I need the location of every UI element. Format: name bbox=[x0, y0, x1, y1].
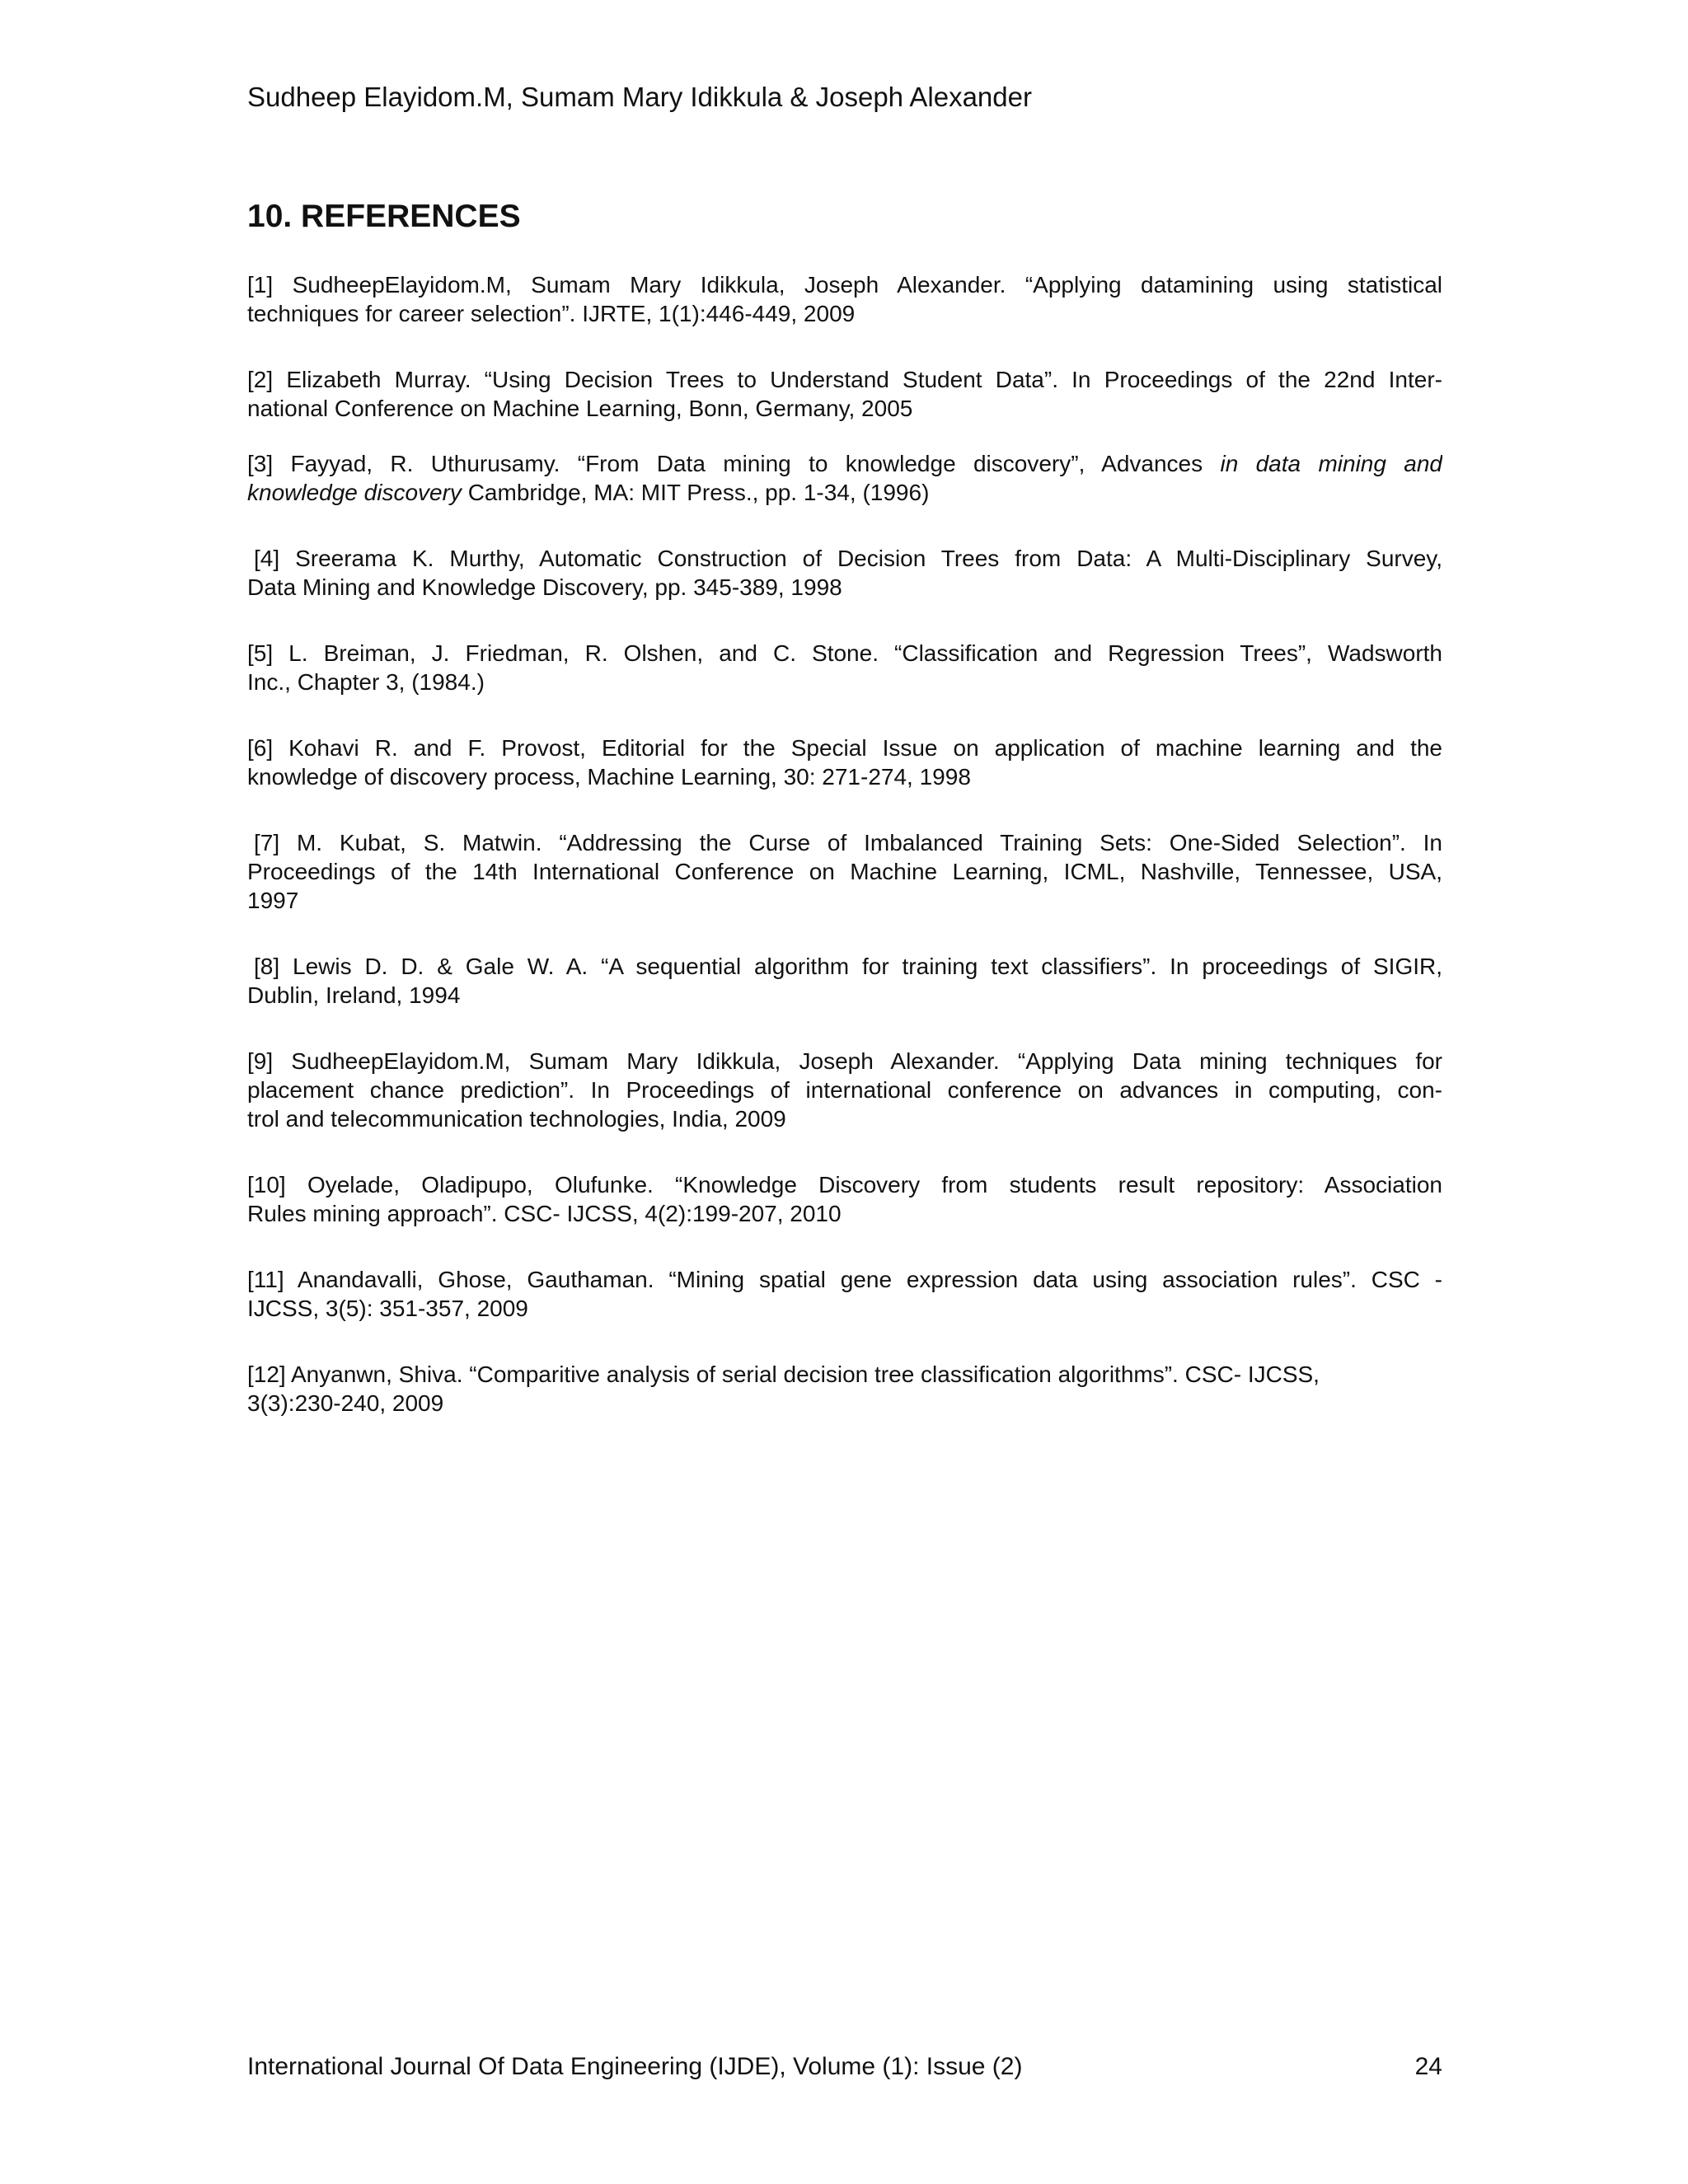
reference-item-4 bbox=[247, 544, 1442, 602]
reference-line: Inc., Chapter 3, (1984.) bbox=[247, 669, 485, 695]
reference-line: Proceedings of the 14th International Conference on Machine Learning, ICML, Nashville, Tennessee, USA, bbox=[247, 859, 1442, 884]
reference-item-2 bbox=[247, 365, 1442, 423]
reference-line: 1997 bbox=[247, 888, 299, 913]
footer-journal-name: International Journal Of Data Engineering (IJDE), Volume (1): Issue (2) bbox=[247, 2053, 1023, 2080]
reference-item-8 bbox=[247, 952, 1442, 1010]
reference-item-3 bbox=[247, 449, 1442, 507]
reference-italic-text: in data mining and bbox=[1220, 451, 1442, 476]
reference-text: Cambridge, MA: MIT Press., pp. 1-34, (1996) bbox=[461, 480, 930, 505]
reference-line: [6] Kohavi R. and F. Provost, Editorial for the Special Issue on application of machine learning and the bbox=[247, 735, 1442, 761]
reference-item-9 bbox=[247, 1047, 1442, 1133]
reference-line: IJCSS, 3(5): 351-357, 2009 bbox=[247, 1296, 528, 1321]
reference-line: [1] SudheepElayidom.M, Sumam Mary Idikkula, Joseph Alexander. “Applying datamining using statistical bbox=[247, 272, 1442, 298]
reference-line: techniques for career selection”. IJRTE, 1(1):446-449, 2009 bbox=[247, 301, 856, 326]
reference-item-6 bbox=[247, 733, 1442, 791]
reference-line: [10] Oyelade, Oladipupo, Olufunke. “Knowledge Discovery from students result repository: Association bbox=[247, 1172, 1442, 1197]
reference-line: Rules mining approach”. CSC- IJCSS, 4(2):199-207, 2010 bbox=[247, 1201, 842, 1226]
reference-italic-text: knowledge discovery bbox=[247, 480, 462, 505]
section-title: 10. REFERENCES bbox=[247, 199, 521, 234]
reference-line bbox=[247, 449, 1442, 478]
reference-line: placement chance prediction”. In Proceedings of international conference on advances in computing, con- bbox=[247, 1077, 1442, 1103]
reference-line: national Conference on Machine Learning, Bonn, Germany, 2005 bbox=[247, 396, 913, 421]
page-number: 24 bbox=[1414, 2053, 1442, 2080]
reference-item-11 bbox=[247, 1265, 1442, 1323]
reference-line: Data Mining and Knowledge Discovery, pp. 345-389, 1998 bbox=[247, 574, 842, 600]
reference-item-5 bbox=[247, 639, 1442, 696]
reference-item-1 bbox=[247, 270, 1442, 328]
running-header: Sudheep Elayidom.M, Sumam Mary Idikkula & Joseph Alexander bbox=[247, 82, 1032, 112]
reference-line: [2] Elizabeth Murray. “Using Decision Trees to Understand Student Data”. In Proceedings of the 22nd Inter- bbox=[247, 367, 1442, 392]
reference-line: Dublin, Ireland, 1994 bbox=[247, 982, 461, 1008]
reference-line bbox=[247, 478, 1442, 507]
reference-line: [8] Lewis D. D. & Gale W. A. “A sequential algorithm for training text classifiers”. In proceedings of SIGIR, bbox=[254, 954, 1442, 979]
reference-line: trol and telecommunication technologies, India, 2009 bbox=[247, 1106, 786, 1132]
reference-item-12 bbox=[247, 1360, 1442, 1418]
reference-line: [11] Anandavalli, Ghose, Gauthaman. “Mining spatial gene expression data using association rules”. CSC - bbox=[247, 1267, 1442, 1292]
reference-line: [9] SudheepElayidom.M, Sumam Mary Idikkula, Joseph Alexander. “Applying Data mining techniques for bbox=[247, 1048, 1442, 1074]
reference-item-10 bbox=[247, 1170, 1442, 1228]
reference-line: [12] Anyanwn, Shiva. “Comparitive analysis of serial decision tree classification algorithms”. CSC- IJCSS, bbox=[247, 1361, 1320, 1387]
reference-line: knowledge of discovery process, Machine Learning, 30: 271-274, 1998 bbox=[247, 764, 971, 790]
reference-line: [5] L. Breiman, J. Friedman, R. Olshen, and C. Stone. “Classification and Regression Trees”, Wadsworth bbox=[247, 640, 1442, 666]
reference-item-7 bbox=[247, 828, 1442, 915]
reference-line: 3(3):230-240, 2009 bbox=[247, 1390, 444, 1416]
reference-line: [4] Sreerama K. Murthy, Automatic Construction of Decision Trees from Data: A Multi-Disciplinary Survey, bbox=[254, 546, 1442, 571]
reference-line: [7] M. Kubat, S. Matwin. “Addressing the Curse of Imbalanced Training Sets: One-Sided Selection”. In bbox=[254, 830, 1442, 855]
reference-text: [3] Fayyad, R. Uthurusamy. “From Data mining to knowledge discovery”, Advances bbox=[247, 451, 1221, 476]
